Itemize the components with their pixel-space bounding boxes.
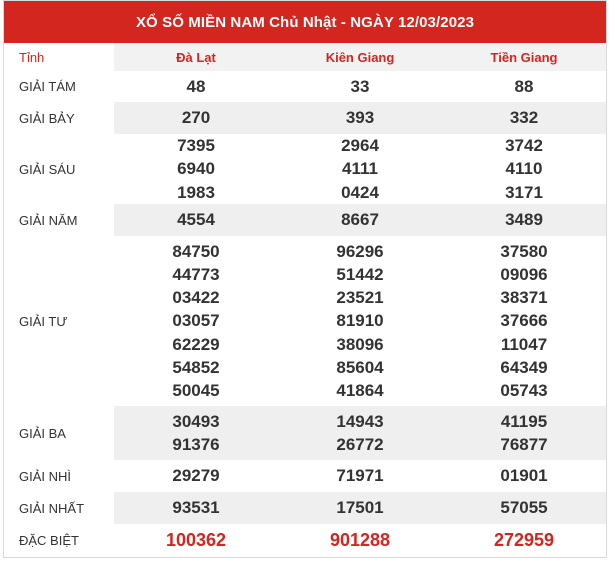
page-title: XỔ SỐ MIỀN NAM Chủ Nhật - NGÀY 12/03/2023 [4, 1, 606, 43]
prize-label: ĐẶC BIỆT [4, 524, 114, 557]
prize-number: 100362 [165, 529, 227, 550]
prize-number: 11047 [500, 334, 548, 354]
table-row [4, 102, 606, 134]
prize-number: 3489 [505, 210, 543, 230]
table-header-row [4, 43, 606, 71]
prize-cell [114, 236, 278, 406]
prize-cell [114, 492, 278, 524]
prize-number: 44773 [172, 264, 220, 284]
prize-cell [278, 204, 442, 236]
prize-label: GIẢI NHÌ [4, 460, 114, 492]
prize-number: 901288 [329, 529, 391, 550]
prize-number: 29279 [172, 466, 220, 486]
prize-number: 50045 [172, 381, 220, 400]
prize-number: 71971 [336, 466, 384, 486]
prize-number: 270 [181, 108, 211, 128]
table-row [4, 204, 606, 236]
prize-label: GIẢI NĂM [19, 212, 78, 228]
lottery-results-table [4, 43, 606, 557]
prize-label: GIẢI BẢY [19, 110, 75, 126]
prize-cell [442, 236, 606, 406]
prize-cell [114, 71, 278, 102]
prize-number: 38371 [500, 288, 548, 308]
prize-number: 03422 [172, 288, 220, 308]
province-column-header: Tỉnh [19, 49, 45, 65]
prize-number: 84750 [172, 241, 220, 261]
prize-number: 48 [186, 76, 206, 96]
prize-label: GIẢI TƯ [4, 236, 114, 406]
prize-number: 62229 [172, 334, 220, 354]
prize-number: 2964 [341, 136, 379, 156]
prize-cell [442, 460, 606, 492]
prize-cell [442, 406, 606, 460]
prize-number: 393 [345, 108, 375, 128]
prize-number: 09096 [500, 264, 548, 284]
table-row [4, 524, 606, 557]
prize-number: 93531 [172, 498, 220, 518]
prize-number: 3171 [505, 182, 543, 202]
prize-number: 0424 [341, 182, 379, 202]
prize-cell [114, 102, 278, 134]
prize-cell [442, 204, 606, 236]
prize-number: 54852 [172, 357, 220, 377]
prize-number: 76877 [500, 435, 548, 454]
prize-number: 7395 [177, 136, 215, 156]
prize-cell [278, 406, 442, 460]
prize-label: GIẢI NHẤT [19, 500, 85, 516]
table-row [4, 134, 606, 204]
prize-number: 33 [350, 76, 370, 96]
prize-cell [442, 492, 606, 524]
prize-cell [114, 134, 278, 204]
prize-number: 51442 [336, 264, 384, 284]
prize-number: 38096 [336, 334, 384, 354]
prize-number: 4111 [342, 159, 378, 179]
prize-number: 05743 [500, 381, 548, 400]
prize-cell [114, 406, 278, 460]
prize-cell [114, 204, 278, 236]
prize-cell [278, 460, 442, 492]
prize-cell [114, 460, 278, 492]
prize-number: 26772 [336, 435, 384, 454]
prize-cell [278, 236, 442, 406]
prize-cell [114, 524, 278, 557]
prize-number: 41864 [336, 381, 384, 400]
prize-number: 96296 [336, 241, 384, 261]
province-dalat[interactable]: Đà Lạt [114, 43, 278, 71]
prize-number: 17501 [336, 498, 384, 518]
prize-number: 4554 [177, 210, 215, 230]
prize-number: 8667 [341, 210, 379, 230]
prize-number: 85604 [336, 357, 384, 377]
table-row [4, 406, 606, 460]
prize-number: 91376 [172, 435, 220, 454]
prize-label: GIẢI SÁU [4, 134, 114, 204]
prize-number: 30493 [172, 411, 220, 431]
prize-number: 37666 [500, 311, 548, 331]
table-row [4, 71, 606, 102]
prize-number: 64349 [500, 357, 548, 377]
prize-cell [278, 102, 442, 134]
prize-number: 81910 [336, 311, 384, 331]
prize-cell [278, 134, 442, 204]
prize-number: 41195 [500, 411, 548, 431]
prize-number: 332 [509, 108, 539, 128]
prize-cell [442, 102, 606, 134]
results-table-container [3, 0, 607, 558]
prize-cell [442, 524, 606, 557]
table-row [4, 492, 606, 524]
prize-label: GIẢI BA [19, 425, 66, 441]
prize-cell [278, 71, 442, 102]
prize-number: 272959 [493, 529, 555, 550]
prize-label: GIẢI TÁM [4, 71, 114, 102]
prize-number: 37580 [500, 241, 548, 261]
province-tiengiang[interactable]: Tiền Giang [442, 43, 606, 71]
prize-number: 6940 [177, 159, 215, 179]
prize-number: 14943 [336, 411, 384, 431]
prize-cell [442, 134, 606, 204]
prize-number: 1983 [177, 182, 215, 202]
prize-number: 4110 [505, 159, 543, 179]
prize-cell [278, 524, 442, 557]
table-row [4, 460, 606, 492]
prize-cell [442, 71, 606, 102]
prize-number: 01901 [500, 466, 548, 486]
prize-number: 23521 [336, 288, 384, 308]
table-row [4, 236, 606, 406]
prize-number: 88 [514, 76, 534, 96]
prize-cell [278, 492, 442, 524]
prize-number: 57055 [500, 498, 548, 518]
prize-number: 3742 [505, 136, 543, 156]
province-kiengiang[interactable]: Kiên Giang [278, 43, 442, 71]
prize-number: 03057 [172, 311, 220, 331]
